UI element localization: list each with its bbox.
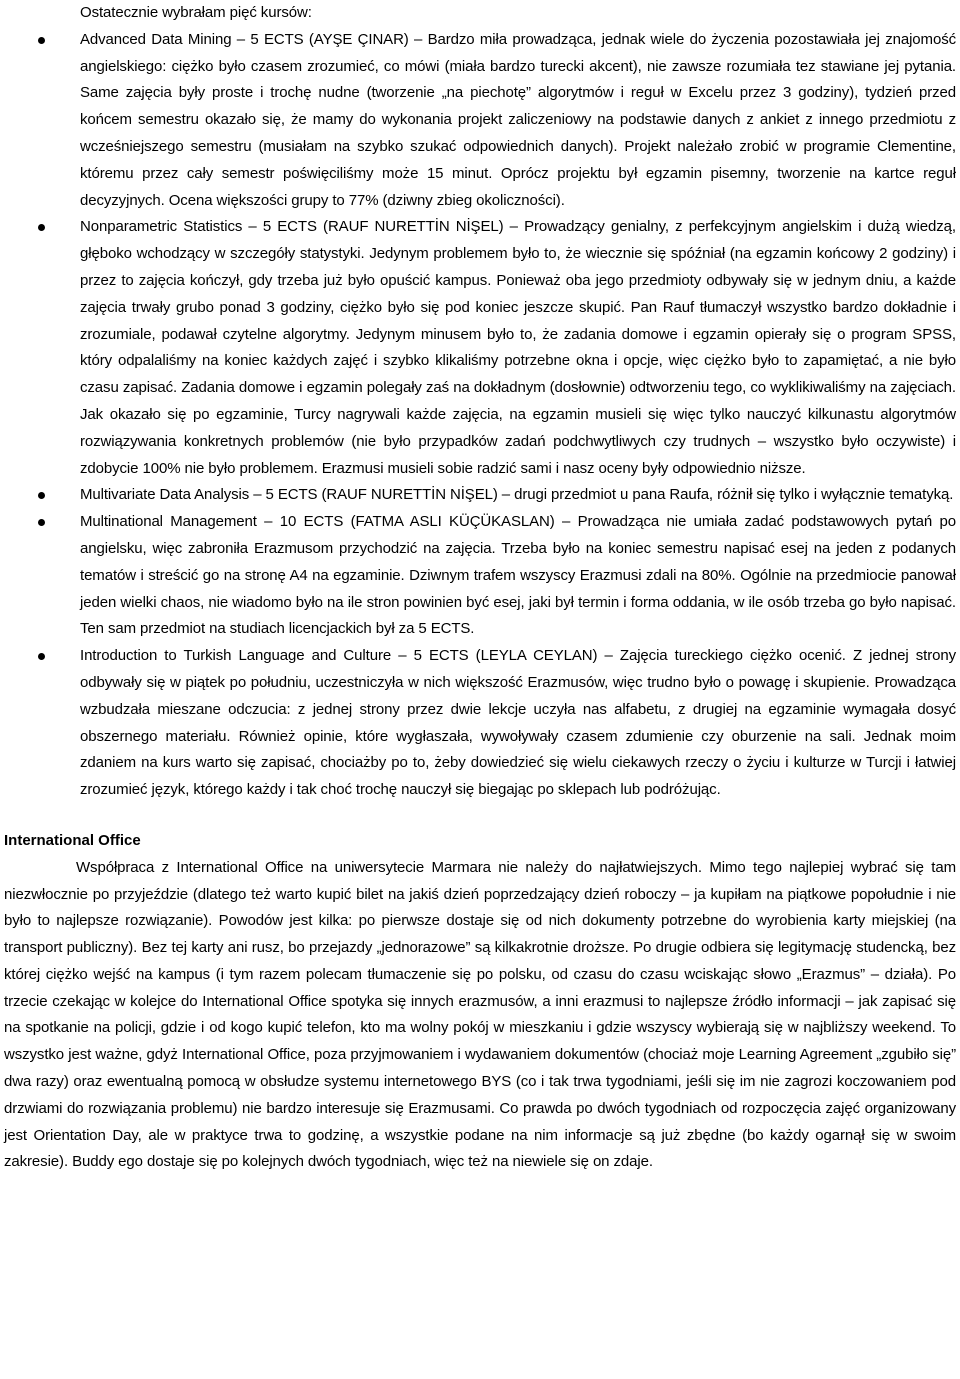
course-list <box>4 27 956 804</box>
courses-intro: Ostatecznie wybrałam pięć kursów: <box>80 4 312 21</box>
course-description: Introduction to Turkish Language and Culture – 5 ECTS (LEYLA CEYLAN) – Zajęcia tureckiego ciężko ocenić. Z jednej strony odbywały się w piątek po południu, uczestniczyła w nich większość Erazmusów, więc trudno było o powagę i skupienie. Prowadząca wzbudzała mieszane odczucia: z jednej strony przez dwie lekcje uczyła nas alfabetu, z drugiej na egzaminie wymagała dosyć obszernego materiału. Również opinie, które wygłaszała, wywoływały czasem zdumienie czy oburzenie na sali. Jednak moim zdaniem na kurs warto się zapisać, chociażby po to, żeby dowiedzieć się wielu ciekawych rzeczy o życiu i kulturze w Turcji i łatwiej zrozumieć język, którego każdy i tak choć trochę nauczył się biegając po sklepach lub podróżując. <box>80 647 956 799</box>
list-item <box>4 214 956 482</box>
bullet-icon <box>38 37 45 44</box>
course-description: Multivariate Data Analysis – 5 ECTS (RAUF NURETTİN NİŞEL) – drugi przedmiot u pana Raufa, różnił się tylko i wyłącznie tematyką. <box>80 486 954 504</box>
list-item <box>4 482 956 509</box>
section-heading-international-office: International Office <box>4 831 141 849</box>
bullet-icon <box>38 653 45 660</box>
bullet-icon <box>38 224 45 231</box>
international-office-paragraph: Współpraca z International Office na uniwersytecie Marmara nie należy do najłatwiejszych. Mimo tego najlepiej wybrać się tam niezwłocznie po przyjeździe (dlatego też warto kupić bilet na jakiś dzień poprzedzający dzień roboczy – ja kupiłam na piątkowe popołudnie i nie było to najlepsze rozwiązanie). Powodów jest kilka: po pierwsze dostaje się od nich dokumenty potrzebne do wyrobienia karty miejskiej (na transport publiczny). Bez tej karty ani rusz, bo przejazdy „jednorazowe” są kilkakrotnie droższe. Po drugie odbiera się legitymację studencką, bez której ciężko wejść na kampus (i tym razem polecam tłumaczenie się po polsku, od czasu do czasu wciskając słowo „Erazmus” – działa). Po trzecie czekając w kolejce do International Office spotyka się innych erazmusów, a inni erazmusi to najlepsze źródło informacji – jak zapisać się na spotkanie na policji, gdzie i od kogo kupić telefon, kto ma wolny pokój w mieszkaniu i gdzie wszyscy wybierają się w najbliższy weekend. To wszystko jest ważne, gdyż International Office, poza przyjmowaniem i wydawaniem dokumentów (chociaż moje Learning Agreement „zgubiło się” dwa razy) oraz ewentualną pomocą w obsłudze systemu internetowego BYS (co i tak trwa tygodniami, jeśli się im nie zagrozi koczowaniem pod drzwiami do rozwiązania problemu) nie bardzo interesuje się Erazmusami. Co prawda po dwóch tygodniach od rozpoczęcia zajęć organizowany jest Orientation Day, ale w praktyce trwa to godzinę, a wszystkie podane na nim informacje są już zbędne (bo każdy ogarnął się w swoim zakresie). Buddy ego dostaje się po kolejnych dwóch tygodniach, więc też na niewiele się on zdaje. <box>4 858 956 1171</box>
list-item <box>4 27 956 215</box>
course-description: Advanced Data Mining – 5 ECTS (AYŞE ÇINAR) – Bardzo miła prowadząca, jednak wiele do życzenia pozostawiała jej znajomość angielskiego: ciężko było czasem zrozumieć, co mówi (miała bardzo turecki akcent), nie zawsze rozumiała tez stawiane jej pytania. Same zajęcia były proste i trochę nudne (tworzenie „na piechotę” algorytmów i reguł w Excelu przez 3 godziny), tydzień przed końcem semestru okazało się, że mamy do wykonania projekt zaliczeniowy na podstawie danych z ankiet z innego przedmiotu z wcześniejszego semestru (musiałam na szybko szukać odpowiednich danych). Projekt należało zrobić w programie Clementine, któremu przez cały semestr poświęciliśmy może 15 minut. Oprócz projektu był egzamin pisemny, tworzenie na kartce reguł decyzyjnych. Ocena większości grupy to 77% (dziwny zbieg okoliczności). <box>80 30 956 209</box>
list-item <box>4 643 956 804</box>
bullet-icon <box>38 492 45 499</box>
bullet-icon <box>38 519 45 526</box>
list-item <box>4 509 956 643</box>
course-description: Nonparametric Statistics – 5 ECTS (RAUF NURETTİN NİŞEL) – Prowadzący genialny, z perfekcyjnym angielskim i dużą wiedzą, głęboko wchodzący w szczegóły statystyki. Jedynym problemem było to, że wiecznie się spóźniał (na egzamin końcowy 2 godziny) i przez to zajęcia kończył, gdy trzeba już było opuścić kampus. Ponieważ oba jego przedmioty odbywały się w jednym dniu, a każde zajęcia trwały grubo ponad 3 godziny, ciężko było się pod koniec jeszcze skupić. Pan Rauf tłumaczył wszystko bardzo dokładnie i zrozumiale, podawał czytelne algorytmy. Jedynym minusem było to, że zadania domowe i egzamin opierały się o program SPSS, który odpalaliśmy na koniec każdych zajęć i szybko klikaliśmy potrzebne okna i opcje, więc ciężko było to zapamiętać, a nie było czasu zapisać. Zadania domowe i egzamin polegały zaś na dokładnym (dosłownie) odtworzeniu tego, co wyklikiwaliśmy na zajęciach. Jak okazało się po egzaminie, Turcy nagrywali każde zajęcia, na egzamin musieli się więc tylko nauczyć kilkunastu algorytmów rozwiązywania konkretnych problemów (nie było przypadków zadań podchwytliwych czy trudnych – wszystko było oczywiste) i zdobycie 100% nie było problemem. Erazmusi musieli sobie radzić sami i nasz oceny były odpowiednio niższe. <box>80 218 956 477</box>
course-description: Multinational Management – 10 ECTS (FATMA ASLI KÜÇÜKASLAN) – Prowadząca nie umiała zadać podstawowych pytań po angielsku, więc zabroniła Erazmusom przychodzić na zajęcia. Trzeba było na koniec semestru napisać esej na jeden z podanych tematów i streścić go na stronę A4 na egzaminie. Dziwnym trafem wszyscy Erazmusi zdali na 80%. Ogólnie na przedmiocie panował jeden wielki chaos, nie wiadomo było na ile stron powinien być esej, jaki był termin i forma oddania, w ile osób trzeba go było napisać. Ten sam przedmiot na studiach licencjackich był za 5 ECTS. <box>80 513 956 638</box>
